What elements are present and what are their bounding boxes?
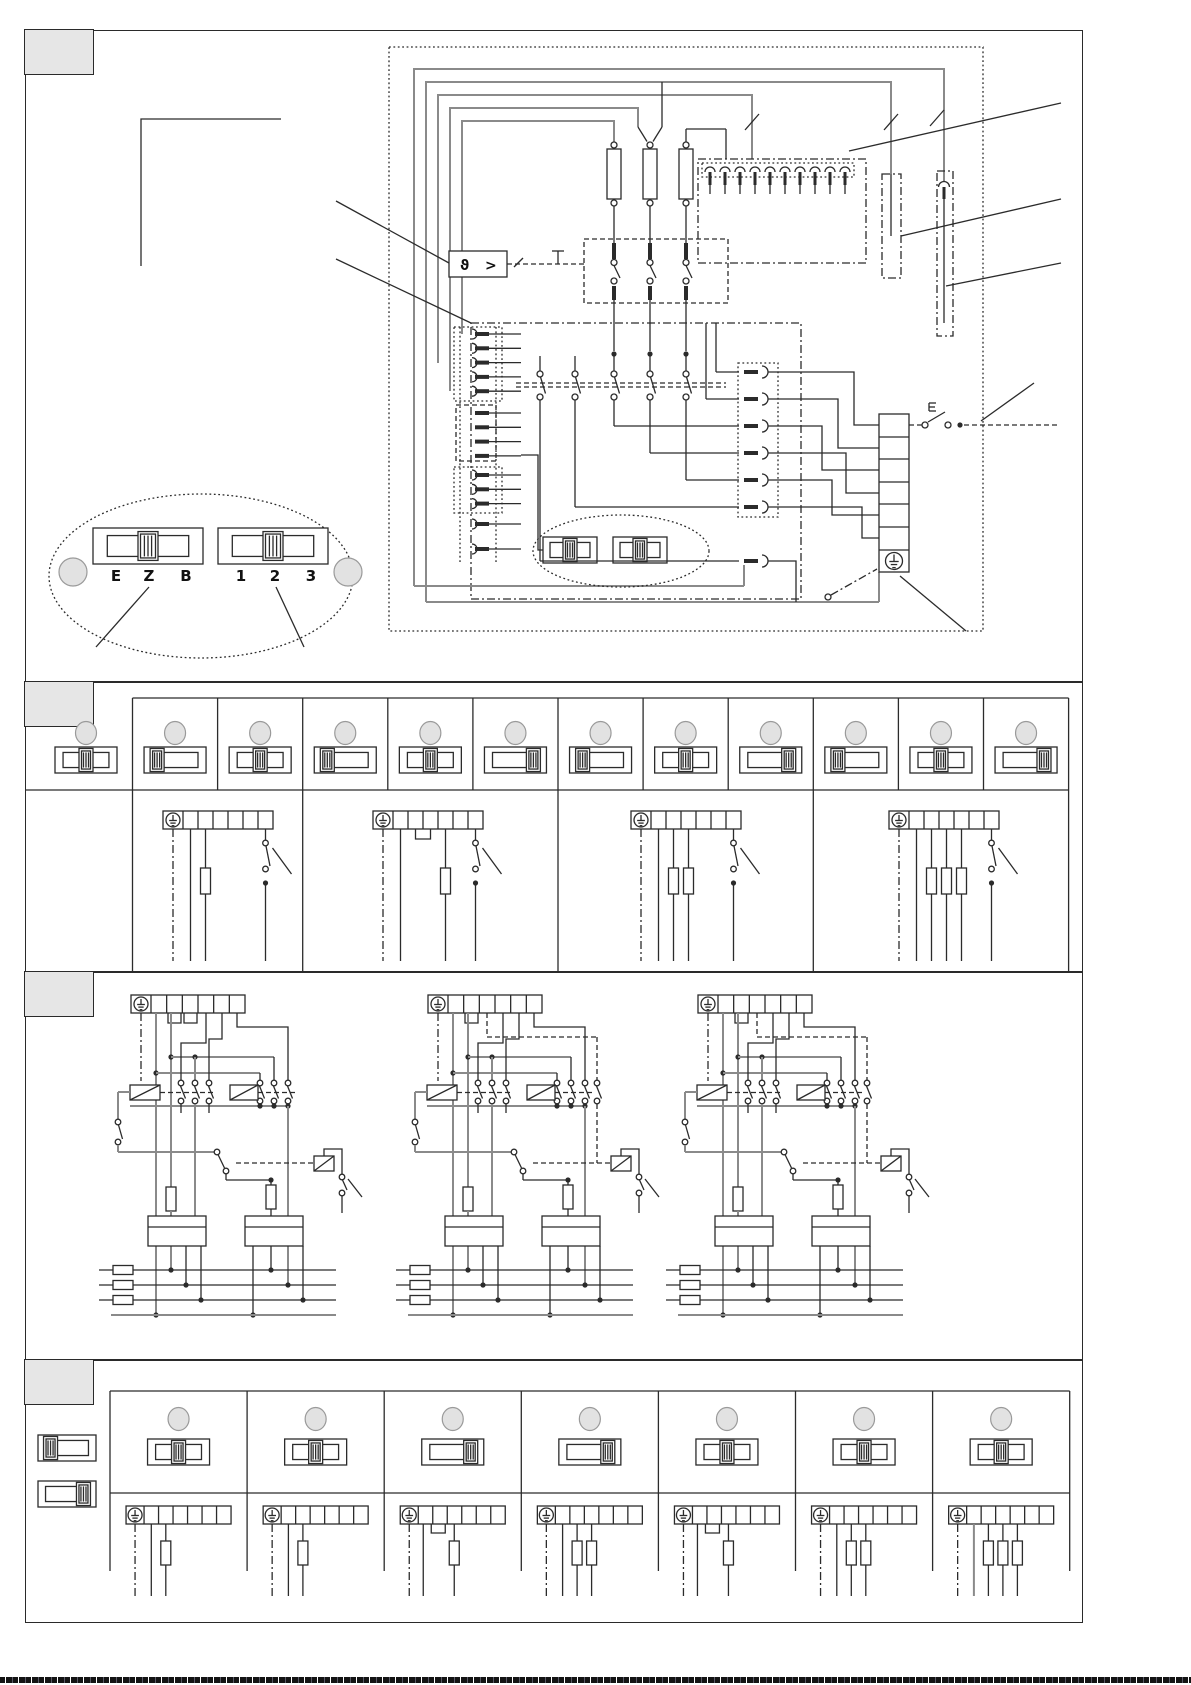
panel-column	[314, 722, 376, 774]
terminal-block	[163, 811, 273, 829]
slider-switch	[422, 1439, 484, 1465]
slider-switch	[38, 1435, 96, 1461]
indicator-light	[590, 722, 611, 745]
panel-column	[399, 722, 461, 774]
panel-column	[484, 722, 546, 774]
fuse	[166, 1187, 176, 1211]
thermostat-gt-label: >	[485, 258, 497, 274]
slider-switch	[696, 1439, 758, 1465]
terminal-block	[631, 811, 741, 829]
leader-line	[336, 201, 449, 263]
earth-tap	[825, 594, 831, 600]
panel-column	[995, 722, 1057, 774]
variant-column	[263, 1408, 368, 1597]
indicator-light	[165, 722, 186, 745]
slider-switch	[218, 528, 328, 564]
fuse	[983, 1541, 993, 1565]
fuse	[861, 1541, 871, 1565]
fuse	[723, 1541, 733, 1565]
variant-column	[949, 1408, 1054, 1597]
barcode-strip	[0, 1677, 1191, 1683]
leader-line	[946, 263, 1061, 286]
indicator-light	[1016, 722, 1037, 745]
terminal-block	[537, 1506, 642, 1524]
breaker-blade-marks	[745, 110, 944, 130]
switch-panel-row	[26, 698, 1069, 971]
slider-switch	[484, 747, 546, 773]
slider-switch	[399, 747, 461, 773]
slider-switch	[995, 747, 1057, 773]
fuse	[563, 1185, 573, 1209]
variant-column	[400, 1408, 505, 1597]
fuse	[463, 1187, 473, 1211]
indicator-light	[442, 1408, 463, 1431]
leader-line	[849, 103, 1061, 151]
panel-column	[910, 722, 972, 774]
leader-line	[901, 199, 1061, 236]
leader-line	[900, 576, 966, 631]
door-contact-switch	[909, 403, 1059, 428]
terminal-block	[131, 995, 245, 1013]
slider-switch	[613, 537, 667, 563]
selector-label-3: 3	[305, 567, 317, 585]
heating-element	[245, 1216, 303, 1246]
connector-block	[698, 159, 866, 263]
contact-bank	[584, 239, 728, 303]
terminal-block	[949, 1506, 1054, 1524]
mains-terminal-block	[879, 414, 909, 572]
indicator-light	[505, 722, 526, 745]
terminal-block	[698, 995, 812, 1013]
slider-switch	[148, 1439, 210, 1465]
section-main-wiring-diagram	[25, 30, 1083, 682]
indicator-light	[845, 722, 866, 745]
terminal-block	[889, 811, 999, 829]
leader-line	[276, 587, 304, 647]
indicator-light	[760, 722, 781, 745]
indicator-light	[305, 1408, 326, 1431]
wiring-group	[373, 811, 502, 961]
left-plug-pins	[472, 329, 521, 554]
terminal-block	[674, 1506, 779, 1524]
limit-switch	[473, 829, 502, 961]
panel-column	[740, 722, 802, 774]
wiring-group	[889, 811, 1018, 961]
panel-column	[229, 722, 291, 774]
selector-label-1: 1	[235, 567, 247, 585]
heating-element	[542, 1216, 600, 1246]
slider-switch	[285, 1439, 347, 1465]
fuse	[587, 1541, 597, 1565]
left-selector-pair	[38, 1435, 96, 1507]
fuse	[161, 1541, 171, 1565]
slider-switch	[144, 747, 206, 773]
leader-line	[981, 383, 1034, 421]
indicator-light	[420, 722, 441, 745]
indicator-light	[854, 1408, 875, 1431]
variant-column	[674, 1408, 779, 1597]
fuse	[684, 868, 694, 894]
slider-switch	[314, 747, 376, 773]
fuse	[572, 1541, 582, 1565]
slider-switch	[740, 747, 802, 773]
indicator-light	[579, 1408, 600, 1431]
panel-column	[570, 722, 632, 774]
fuse	[733, 1187, 743, 1211]
fuse	[927, 868, 937, 894]
fuse	[846, 1541, 856, 1565]
selector-label-B: B	[180, 567, 192, 585]
fuse	[669, 868, 679, 894]
selector-label-Z: Z	[143, 567, 155, 585]
indicator-light	[991, 1408, 1012, 1431]
main-schematic-canvas	[26, 31, 1084, 683]
fuse	[957, 868, 967, 894]
right-plug-pins	[744, 366, 879, 602]
panel-column	[55, 722, 117, 774]
slider-switch	[570, 747, 632, 773]
switch-bank	[537, 300, 739, 561]
slider-switch	[55, 747, 117, 773]
terminal-block	[428, 995, 542, 1013]
slider-switch	[229, 747, 291, 773]
section-switch-panel-variants	[25, 682, 1083, 972]
indicator-light	[335, 722, 356, 745]
wiring-group	[631, 811, 760, 961]
fuse	[266, 1185, 276, 1209]
fuse	[998, 1541, 1008, 1565]
fuse	[201, 868, 211, 894]
indicator-light	[250, 722, 271, 745]
fuse	[833, 1185, 843, 1209]
mounting-hole	[334, 558, 362, 586]
reference-bracket	[141, 119, 281, 266]
wiring-group	[163, 811, 292, 961]
indicator-light	[675, 722, 696, 745]
terminal-block	[263, 1506, 368, 1524]
thermostat-theta-label: ϑ	[460, 258, 470, 274]
indicator-light	[930, 722, 951, 745]
power-circuit	[666, 995, 929, 1318]
probe-pin	[939, 182, 950, 323]
variant-column	[537, 1408, 642, 1597]
supply-bus	[99, 1266, 336, 1316]
heating-element	[148, 1216, 206, 1246]
fuse	[441, 868, 451, 894]
heating-element	[445, 1216, 503, 1246]
slider-switch	[543, 537, 597, 563]
variant-column	[126, 1408, 231, 1597]
connection-variant-row	[38, 1391, 1070, 1596]
limit-switch	[263, 829, 292, 961]
indicator-light	[168, 1408, 189, 1431]
indicator-light	[76, 722, 97, 745]
fuse	[298, 1541, 308, 1565]
panel-column	[655, 722, 717, 774]
slider-switch	[38, 1481, 96, 1507]
section-connection-variants	[25, 1360, 1083, 1623]
fuse	[1012, 1541, 1022, 1565]
terminal-block	[373, 811, 483, 829]
fuse	[449, 1541, 459, 1565]
indicator-light	[716, 1408, 737, 1431]
slider-switch	[825, 747, 887, 773]
right-plug-column	[738, 363, 778, 517]
slider-switch	[655, 747, 717, 773]
slider-switch	[910, 747, 972, 773]
selector-label-2: 2	[269, 567, 281, 585]
power-circuit	[396, 995, 659, 1318]
panel-column	[825, 722, 887, 774]
supply-bus	[666, 1266, 903, 1316]
limit-switch	[731, 829, 760, 961]
safety-thermostat	[449, 251, 584, 277]
limit-switch	[989, 829, 1018, 961]
terminal-block	[400, 1506, 505, 1524]
fuse	[942, 868, 952, 894]
connector-pins	[705, 167, 850, 194]
terminal-block	[812, 1506, 917, 1524]
slider-switch	[970, 1439, 1032, 1465]
heating-element	[812, 1216, 870, 1246]
heating-element	[715, 1216, 773, 1246]
slider-switch	[93, 528, 203, 564]
mounting-hole	[59, 558, 87, 586]
slider-switch	[559, 1439, 621, 1465]
terminal-block	[126, 1506, 231, 1524]
supply-bus	[396, 1266, 633, 1316]
panel-column	[144, 722, 206, 774]
slider-switch	[833, 1439, 895, 1465]
mode-selector-panel	[49, 494, 362, 658]
variant-column	[812, 1408, 917, 1597]
power-circuit	[99, 995, 362, 1318]
leader-line	[96, 587, 149, 647]
selector-label-E: E	[110, 567, 122, 585]
section-power-circuits	[25, 972, 1083, 1360]
